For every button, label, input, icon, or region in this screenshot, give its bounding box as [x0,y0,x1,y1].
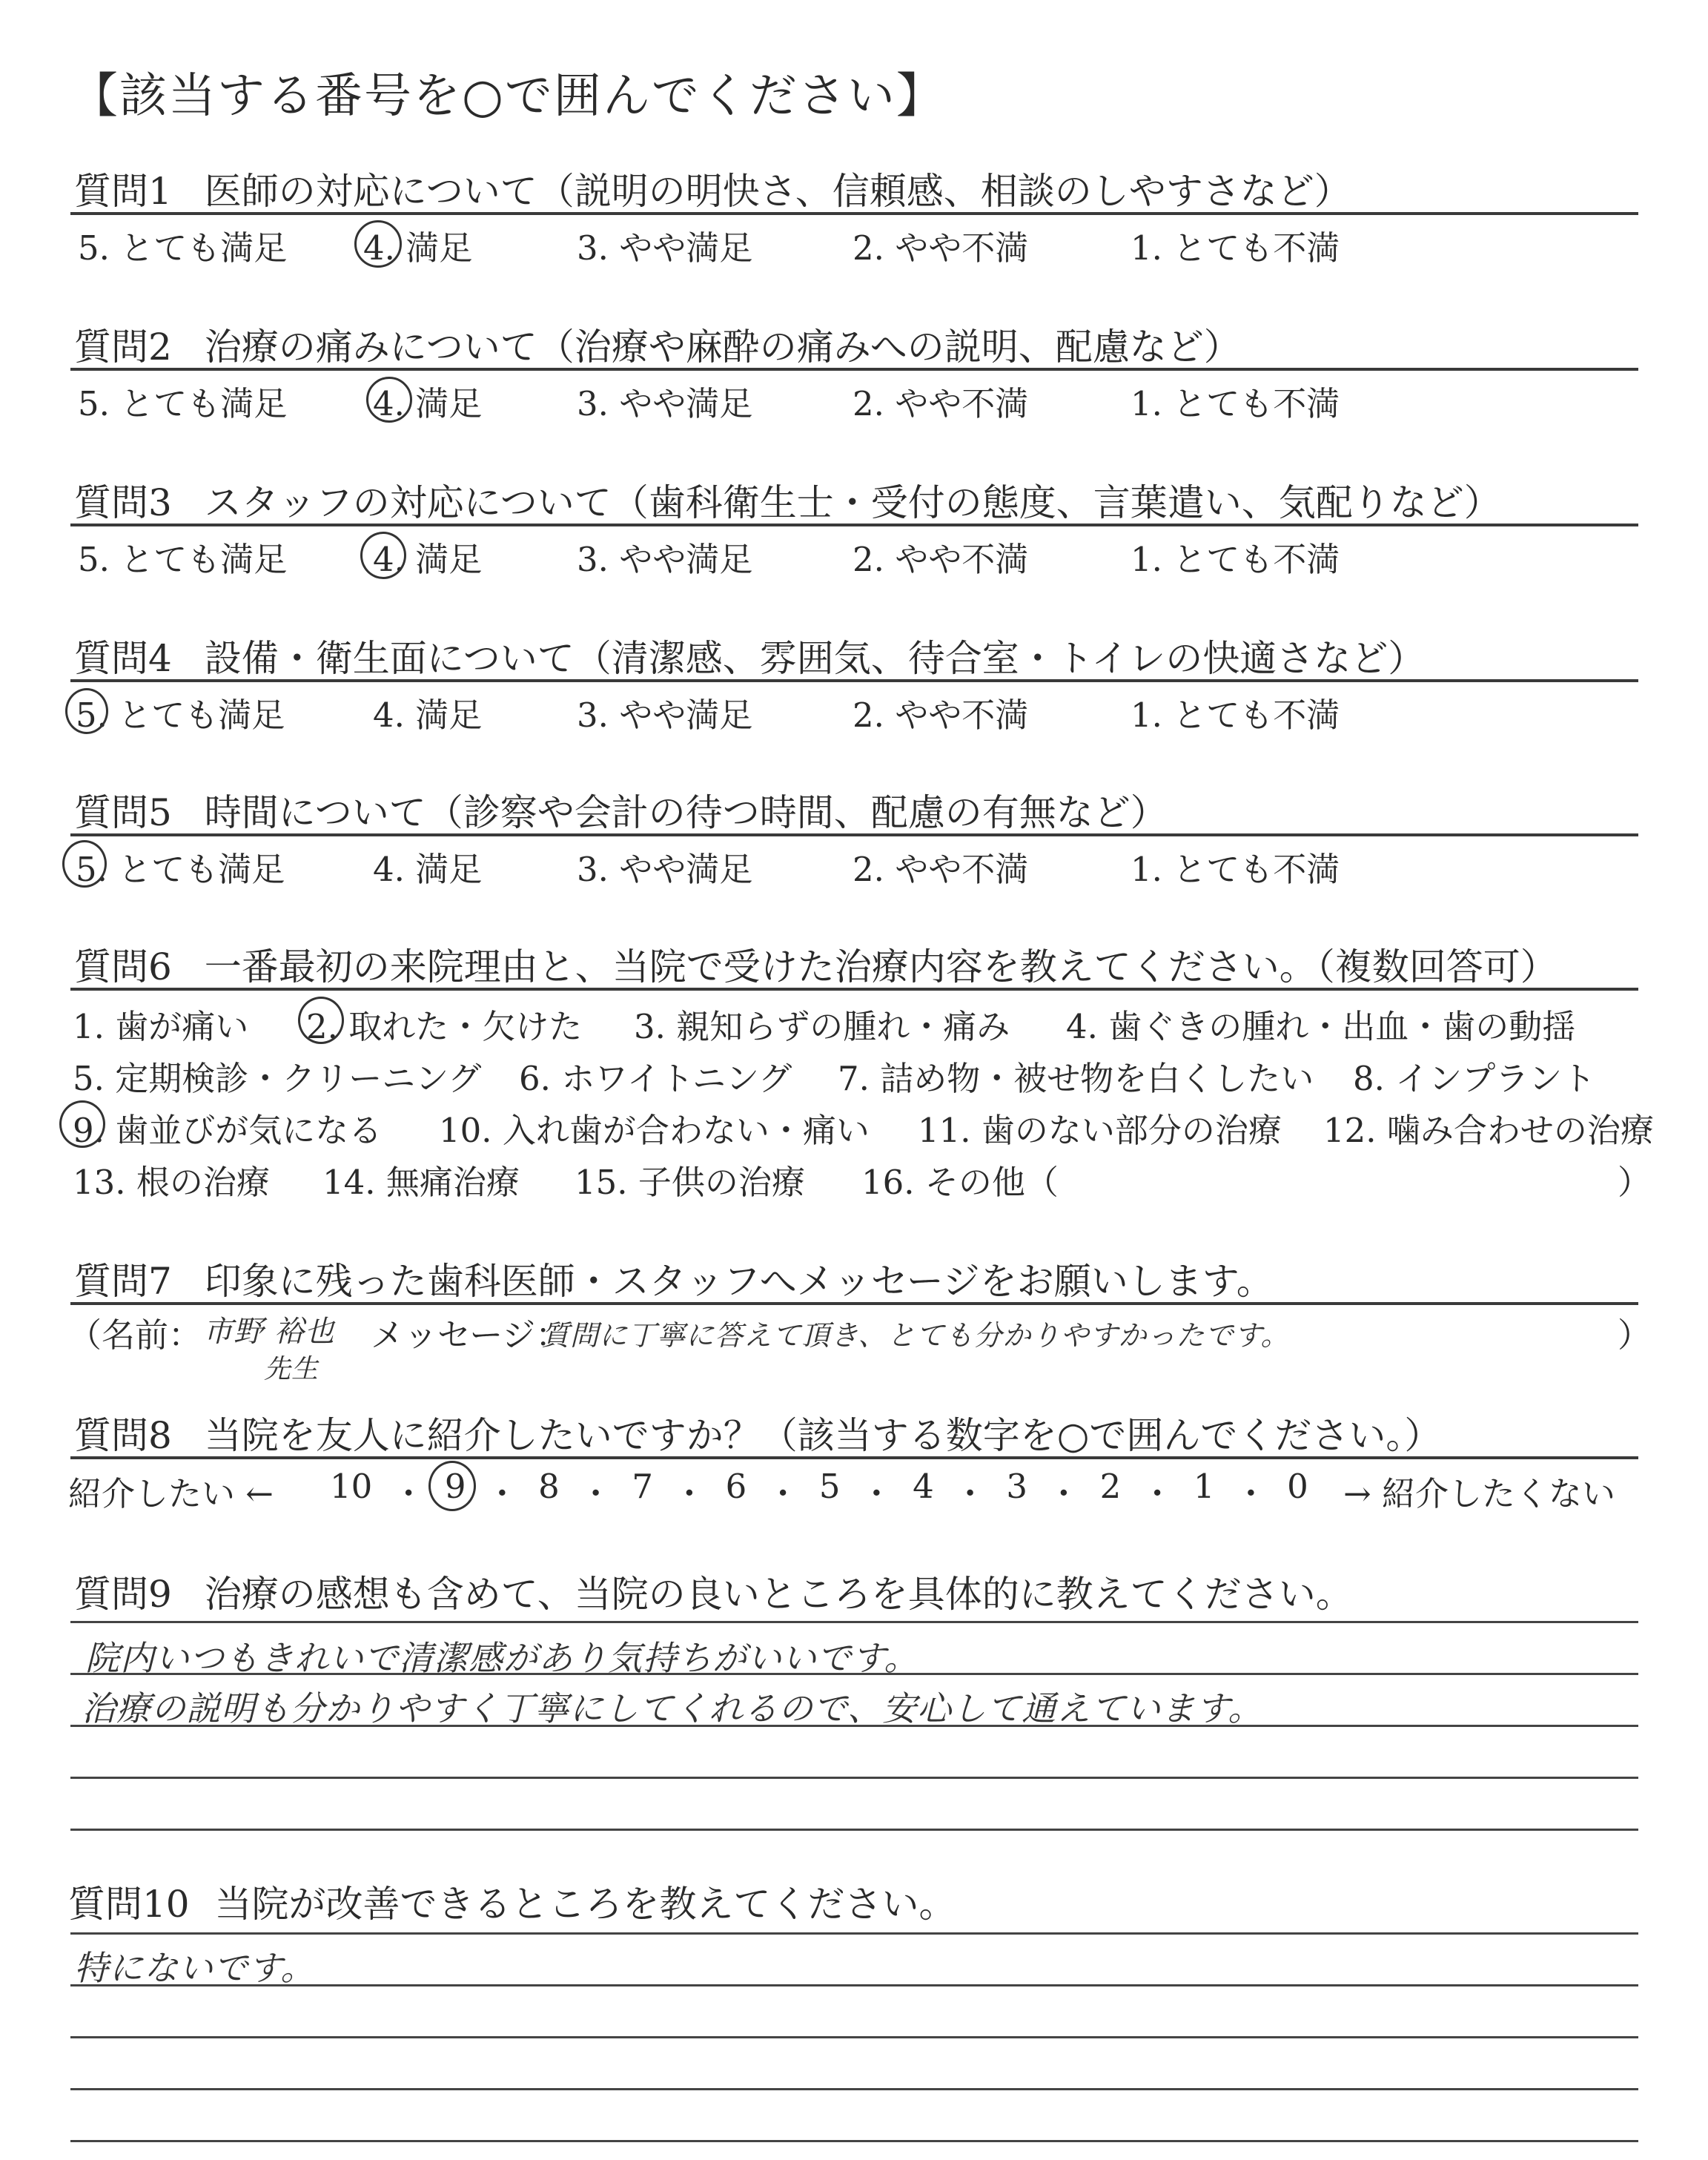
q5-selected-circle [62,840,107,888]
q3-option-3[interactable]: 3. やや満足 [577,540,753,579]
q2-option-1[interactable]: 1. とても不満 [1131,384,1340,423]
q8-scale-8[interactable]: 8 [538,1467,560,1506]
q5-option-5[interactable]: 5. とても満足 [76,850,285,889]
q1-option-4[interactable]: 4. 満足 [363,228,473,268]
q4-rule [70,679,1638,682]
q3-option-5[interactable]: 5. とても満足 [78,540,288,579]
q9-answer-line [70,1829,1638,1831]
q6-option-2-circle [298,997,344,1044]
q8-dot: ・ [859,1474,893,1513]
q8-scale-5[interactable]: 5 [818,1467,841,1506]
q8-scale-4[interactable]: 4 [913,1467,934,1506]
q8-rule [70,1456,1638,1459]
q8-selected-circle [428,1461,476,1511]
q2-option-4[interactable]: 4. 満足 [373,384,483,423]
q8-scale-6[interactable]: 6 [725,1467,747,1506]
q8-dot: ・ [1140,1474,1174,1513]
page-title: 【該当する番号を○で囲んでください】 [70,69,945,124]
q8-scale-10[interactable]: 10 [330,1467,373,1506]
q2-rule [70,368,1638,371]
q6-option-3[interactable]: 3. 親知らずの腫れ・痛み [634,1007,1010,1046]
q5-option-4[interactable]: 4. 満足 [373,850,483,889]
q6-heading [74,937,1558,991]
q4-heading [74,629,1425,682]
q1-selected-circle [354,220,402,268]
q4-selected-circle [65,688,108,734]
q10-answer-line [70,1984,1638,1986]
q8-dot: ・ [1047,1474,1081,1513]
q8-dot: ・ [672,1474,706,1513]
q6-option-9[interactable]: 9. 歯並びが気になる [73,1111,383,1150]
q6-option-15[interactable]: 15. 子供の治療 [575,1163,805,1202]
q6-option-12[interactable]: 12. 噛み合わせの治療 [1323,1111,1654,1150]
q3-text: スタッフの対応について（歯科衛生士・受付の態度、言葉遣い、気配りなど） [204,481,1501,524]
q6-option-11[interactable]: 11. 歯のない部分の治療 [918,1111,1282,1150]
q6-option-6[interactable]: 6. ホワイトニング [519,1059,792,1098]
q6-option-7[interactable]: 7. 詰め物・被せ物を白くしたい [838,1059,1314,1098]
q8-scale-9[interactable]: 9 [444,1467,466,1506]
q6-option-9-circle [59,1100,105,1148]
q8-text: 当院を友人に紹介したいですか？（該当する数字を○で囲んでください。） [204,1414,1442,1457]
q6-label: 質問6 [74,945,172,988]
q6-option-13[interactable]: 13. 根の治療 [73,1163,270,1202]
q6-option-5[interactable]: 5. 定期検診・クリーニング [73,1059,482,1098]
q8-right-label: → 紹介したくない [1343,1474,1616,1513]
q9-heading [74,1565,1353,1618]
q7-name-suffix: 先生 [264,1354,320,1384]
q9-answer-line1[interactable]: 院内いつもきれいで清潔感があり気持ちがいいです。 [85,1638,919,1678]
q8-dot: ・ [485,1474,519,1513]
q8-scale-3[interactable]: 3 [1006,1467,1028,1506]
q7-label: 質問7 [74,1260,172,1303]
q7-message-label: メッセージ： [371,1315,569,1355]
q4-option-1[interactable]: 1. とても不満 [1131,696,1340,735]
q6-option-8[interactable]: 8. インプラント [1353,1059,1596,1098]
q7-message-value[interactable]: 質問に丁寧に答えて頂き、とても分かりやすかったです。 [541,1319,1290,1352]
q9-answer-line [70,1777,1638,1779]
q9-label: 質問9 [74,1573,172,1616]
q1-option-1[interactable]: 1. とても不満 [1131,228,1340,268]
q1-option-5[interactable]: 5. とても満足 [78,228,288,268]
q2-selected-circle [366,377,412,423]
q2-option-5[interactable]: 5. とても満足 [78,384,288,423]
q5-rule [70,833,1638,836]
q3-label: 質問3 [74,481,172,524]
q10-text: 当院が改善できるところを教えてください。 [214,1883,956,1926]
q6-option-2[interactable]: 2. 取れた・欠けた [306,1007,583,1046]
q2-option-2[interactable]: 2. やや不満 [853,384,1029,423]
q8-scale-7[interactable]: 7 [632,1467,654,1506]
q7-name-label: （名前： [68,1315,202,1355]
q1-rule [70,212,1638,215]
q6-text: 一番最初の来院理由と、当院で受けた治療内容を教えてください。（複数回答可） [204,945,1558,988]
q7-close-paren: ） [1618,1315,1652,1355]
q8-label: 質問8 [74,1414,172,1457]
q10-answer-line [70,2088,1638,2090]
q4-option-3[interactable]: 3. やや満足 [577,696,753,735]
q8-dot: ・ [391,1474,426,1513]
q9-answer-line [70,1673,1638,1675]
q5-option-2[interactable]: 2. やや不満 [853,850,1029,889]
q8-scale-1[interactable]: 1 [1193,1467,1215,1506]
q9-answer-line [70,1725,1638,1727]
q10-answer-line [70,1932,1638,1935]
q8-scale-2[interactable]: 2 [1099,1467,1122,1506]
q9-text: 治療の感想も含めて、当院の良いところを具体的に教えてください。 [204,1573,1353,1616]
q1-heading [74,162,1351,215]
q5-option-3[interactable]: 3. やや満足 [577,850,753,889]
q1-option-3[interactable]: 3. やや満足 [577,228,753,268]
q9-answer-line [70,1621,1638,1623]
q9-answer-line2[interactable]: 治療の説明も分かりやすく丁寧にしてくれるので、安心して通えています。 [82,1688,1263,1728]
q8-scale [330,1467,1308,1515]
q4-label: 質問4 [74,637,172,680]
q8-scale-0[interactable]: 0 [1287,1467,1308,1506]
q8-dot: ・ [579,1474,613,1513]
q8-dot: ・ [953,1474,987,1513]
q1-label: 質問1 [74,170,172,213]
q2-option-3[interactable]: 3. やや満足 [577,384,753,423]
q8-dot: ・ [766,1474,800,1513]
q6-option-14[interactable]: 14. 無痛治療 [322,1163,520,1202]
q6-option-10[interactable]: 10. 入れ歯が合わない・痛い [439,1111,870,1150]
q3-option-4[interactable]: 4. 満足 [373,540,483,579]
q2-heading [74,317,1241,371]
q2-text: 治療の痛みについて（治療や麻酔の痛みへの説明、配慮など） [204,326,1241,369]
q10-answer-line [70,2140,1638,2142]
q3-heading [74,473,1501,526]
q2-label: 質問2 [74,326,172,369]
q6-rule [70,988,1638,991]
q3-rule [70,524,1638,526]
q4-option-4[interactable]: 4. 満足 [373,696,483,735]
q10-answer-line [70,2036,1638,2038]
q5-option-1[interactable]: 1. とても不満 [1131,850,1340,889]
q8-dot: ・ [1234,1474,1268,1513]
q8-heading [74,1406,1441,1459]
q4-option-5[interactable]: 5. とても満足 [76,696,285,735]
q7-heading [74,1252,1274,1305]
q10-heading [68,1875,956,1928]
q3-selected-circle [360,532,406,579]
q3-option-2[interactable]: 2. やや不満 [853,540,1029,579]
q1-text: 医師の対応について（説明の明快さ、信頼感、相談のしやすさなど） [204,170,1351,213]
q6-other-close: ） [1618,1163,1652,1202]
q4-option-2[interactable]: 2. やや不満 [853,696,1029,735]
q6-option-16[interactable]: 16. その他（ [861,1163,1059,1202]
q10-label: 質問10 [68,1883,190,1926]
q7-text: 印象に残った歯科医師・スタッフへメッセージをお願いします。 [204,1260,1274,1303]
q6-option-4[interactable]: 4. 歯ぐきの腫れ・出血・歯の動揺 [1066,1007,1576,1046]
q8-left-label: 紹介したい ← [68,1474,274,1513]
q5-text: 時間について（診察や会計の待つ時間、配慮の有無など） [204,791,1168,834]
q7-rule [70,1302,1638,1305]
q1-option-2[interactable]: 2. やや不満 [853,228,1029,268]
q5-label: 質問5 [74,791,172,834]
q6-option-1[interactable]: 1. 歯が痛い [73,1007,249,1046]
q5-heading [74,783,1168,836]
q3-option-1[interactable]: 1. とても不満 [1131,540,1340,579]
q7-name-value[interactable]: 市野 裕也 [203,1315,335,1349]
q10-answer[interactable]: 特にないです。 [74,1948,316,1988]
q4-text: 設備・衛生面について（清潔感、雰囲気、待合室・トイレの快適さなど） [204,637,1426,680]
